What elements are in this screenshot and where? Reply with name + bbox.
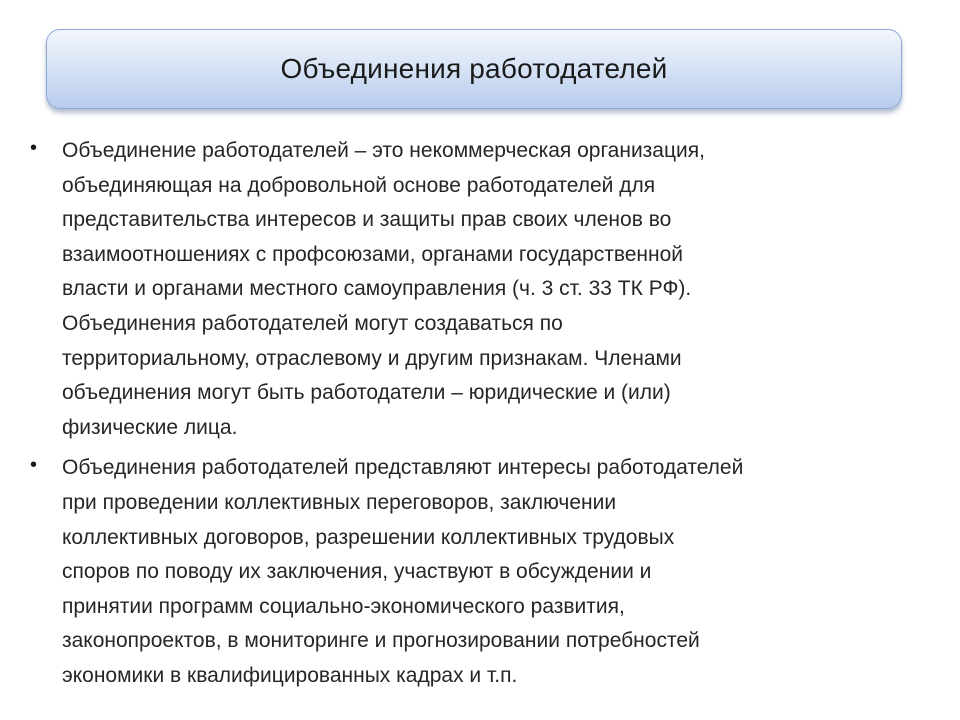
bullet-line: взаимоотношениях с профсоюзами, органами государственной — [62, 242, 684, 266]
bullet-line: объединения могут быть работодатели – юридические и (или) — [62, 381, 671, 405]
slide-title: Объединения работодателей — [280, 53, 668, 84]
bullet-line: Объединения работодателей представляют интересы работодателей — [62, 456, 744, 480]
bullet-line: коллективных договоров, разрешении коллективных трудовых — [62, 525, 675, 549]
bullet-line: представительства интересов и защиты прав своих членов во — [62, 208, 672, 232]
bullet-list — [24, 134, 944, 700]
bullet-line: территориальному, отраслевому и другим признакам. Членами — [62, 346, 682, 370]
title-banner — [46, 29, 902, 109]
bullet-item-1 — [24, 134, 944, 445]
bullet-line: споров по поводу их заключения, участвуют в обсуждении и — [62, 560, 652, 584]
bullet-line: объединяющая на добровольной основе работодателей для — [62, 173, 656, 197]
bullet-line: принятии программ социально-экономического развития, — [62, 594, 625, 618]
bullet-line: законопроектов, в мониторинге и прогнозировании потребностей — [62, 629, 700, 653]
bullet-line: экономики в квалифицированных кадрах и т.п. — [62, 663, 518, 687]
bullet-dot-icon: • — [30, 137, 38, 159]
bullet-line: при проведении коллективных переговоров, заключении — [62, 490, 617, 514]
bullet-line: Объединение работодателей – это некоммерческая организация, — [62, 139, 705, 162]
bullet-dot-icon: • — [30, 454, 38, 477]
bullet-item-2 — [24, 451, 944, 693]
bullet-line: Объединения работодателей могут создаваться по — [62, 311, 563, 335]
bullet-line: власти и органами местного самоуправления (ч. 3 ст. 33 ТК РФ). — [62, 277, 692, 301]
bullet-line: физические лица. — [62, 415, 238, 439]
